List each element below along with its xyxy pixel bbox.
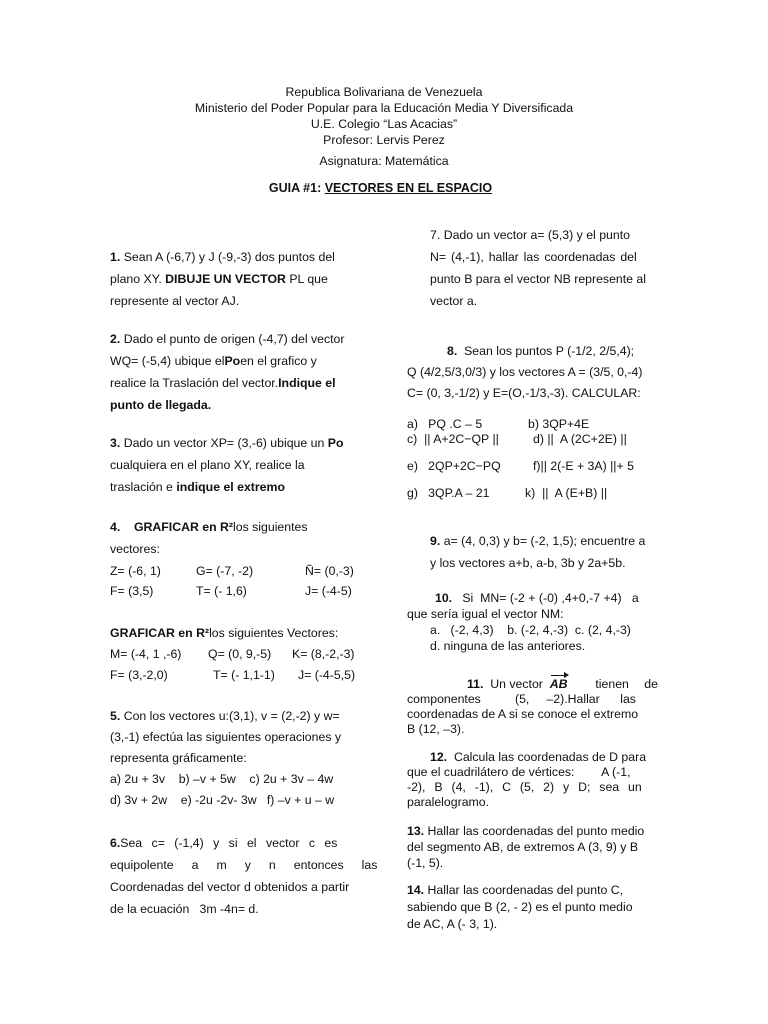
q4-line2: vectores:	[110, 542, 160, 556]
question-13	[407, 823, 658, 871]
q13-line2: del segmento AB, de extremos A (3, 9) y B	[407, 840, 639, 854]
vector-j: J= (-4-5)	[305, 584, 352, 598]
q6-number: 6.	[110, 836, 121, 850]
question-8	[407, 341, 658, 404]
question-9	[430, 530, 658, 574]
q9-line2: y los vectores a+b, a-b, 3b y 2a+5b.	[430, 556, 626, 570]
question-6	[110, 832, 378, 920]
q14-line2: sabiendo que B (2, - 2) es el punto medio	[407, 900, 633, 914]
title-prefix: GUIA #1:	[268, 181, 325, 195]
vector-q: Q= (0, 9,-5)	[208, 647, 272, 661]
q3-line2-row	[110, 454, 362, 476]
q8-line2: Q (4/2,5/3,0/3) y los vectores A = (3/5, 0,-4)	[407, 365, 643, 379]
page-title	[0, 181, 768, 195]
vector-k: K= (8,-2,-3)	[292, 647, 355, 661]
question-7	[430, 224, 658, 312]
q5-line2: (3,-1) efectúa las siguientes operaciones y	[110, 730, 342, 744]
q10-line2: que sería igual el vector NM:	[407, 607, 564, 621]
q11-line3: coordenadas de A si se conoce el extremo	[407, 707, 639, 721]
q2-line3: realice la Traslación del vector.	[110, 376, 279, 390]
q1-number: 1.	[110, 250, 121, 264]
question-5	[110, 706, 362, 811]
q2-po: Po	[224, 354, 241, 368]
title-main: VECTORES EN EL ESPACIO	[324, 181, 493, 195]
document-header	[0, 84, 768, 148]
q3-po: Po	[327, 436, 344, 450]
q1-emphasis: DIBUJE UN VECTOR	[165, 272, 286, 286]
header-school: U.E. Colegio “Las Acacias”	[310, 117, 458, 131]
q7-line1: Dado un vector a= (5,3) y el punto	[443, 228, 630, 242]
q11-post: tienen de	[595, 677, 658, 691]
q11-number: 11.	[467, 677, 484, 691]
q2-line4: punto de llegada.	[110, 398, 212, 412]
q8-item-f: f)|| 2(-E + 3A) ||+ 5	[533, 459, 634, 473]
vector-g: G= (-7, -2)	[196, 564, 254, 578]
q8-number: 8.	[447, 344, 458, 358]
q8-item-b: b) 3QP+4E	[528, 417, 590, 431]
q8-item-k: k) || A (E+B) ||	[525, 486, 608, 500]
q14-line3: de AC, A (- 3, 1).	[407, 917, 498, 931]
q9-line1: a= (4, 0,3) y b= (-2, 1,5); encuentre a	[443, 534, 646, 548]
vector-z: Z= (-6, 1)	[110, 564, 161, 578]
q4-graficar: GRAFICAR en R²	[133, 520, 233, 534]
q10-number: 10.	[435, 591, 453, 605]
q10-options-row2: d. ninguna de las anteriores.	[430, 639, 586, 653]
vector-ab-label: AB	[549, 677, 568, 691]
q12-line4: paralelogramo.	[407, 795, 490, 809]
q10-line1: Si MN= (-2 + (-0) ,4+0,-7 +4) a	[462, 591, 639, 605]
q8-row-ef	[407, 458, 658, 474]
q6-line3: Coordenadas del vector d obtenidos a partir	[110, 880, 350, 894]
vector-n: Ñ= (0,-3)	[305, 564, 354, 578]
question-3	[110, 432, 362, 498]
question-2	[110, 328, 362, 416]
q4b-vectors-row1	[110, 643, 362, 665]
q3-line2: cualquiera en el plano XY, realice la	[110, 458, 305, 472]
q14-line1: Hallar las coordenadas del punto C,	[427, 883, 624, 897]
q11-pre: Un vector	[490, 677, 543, 691]
q11-line2: componentes (5, –2).Hallar las	[407, 692, 636, 706]
q3-number: 3.	[110, 436, 121, 450]
q1-line3: represente al vector AJ.	[110, 294, 240, 308]
question-4b-heading	[110, 622, 362, 644]
q8-item-d: d) || A (2C+2E) ||	[533, 432, 627, 446]
q13-number: 13.	[407, 824, 425, 838]
q2-indique: Indique el	[278, 376, 336, 390]
header-teacher: Profesor: Lervis Perez	[323, 133, 445, 147]
q8-item-e: e) 2QP+2C−PQ	[407, 459, 501, 473]
question-14	[407, 882, 658, 933]
q1-line2: plano XY.	[110, 272, 162, 286]
header-republic: Republica Bolivariana de Venezuela	[285, 85, 483, 99]
q12-line1: Calcula las coordenadas de D para	[453, 750, 647, 764]
q13-line1: Hallar las coordenadas del punto medio	[427, 824, 645, 838]
q6-line2: equipolente a m y n entonces las	[110, 858, 378, 872]
q10-options-row1: a. (-2, 4,3) b. (-2, 4,-3) c. (2, 4,-3)	[430, 623, 631, 637]
q8-item-c: c) || A+2C−QP ||	[407, 432, 499, 446]
q4-vectors-row1	[110, 560, 362, 582]
q5-number: 5.	[110, 709, 121, 723]
q4b-line1-end: los siguientes Vectores:	[209, 626, 339, 640]
q5-ops-row1: a) 2u + 3v b) –v + 5w c) 2u + 3v – 4w	[110, 772, 334, 786]
vector-ab-symbol	[550, 677, 568, 692]
q8-row-cd	[407, 431, 658, 447]
vector-j3: J= (-4-5,5)	[298, 668, 356, 682]
q8-item-a: a) PQ .C – 5	[407, 417, 483, 431]
q4-line1-end: los siguientes	[233, 520, 308, 534]
q12-line3: -2), B (4, -1), C (5, 2) y D; sea un	[407, 780, 642, 794]
q8-line3: C= (0, 3,-1/2) y E=(O,-1/3,-3). CALCULAR:	[407, 386, 641, 400]
q12-line2: que el cuadrilátero de vértices: A (-1,	[407, 765, 631, 779]
q1-line1: Sean A (-6,7) y J (-9,-3) dos puntos del	[123, 250, 335, 264]
q4-number: 4.	[110, 520, 121, 534]
vector-t3: T= (- 1,1-1)	[213, 668, 275, 682]
q7-number: 7.	[430, 228, 441, 242]
q12-number: 12.	[430, 750, 448, 764]
q4b-vectors-row2	[110, 664, 362, 686]
subject-text: Asignatura: Matemática	[319, 154, 449, 168]
q3-indique: indique el extremo	[176, 480, 285, 494]
q11-line4: B (12, –3).	[407, 722, 465, 736]
q3-line3: traslación e	[110, 480, 173, 494]
question-4	[110, 516, 362, 560]
q5-line1: Con los vectores u:(3,1), v = (2,-2) y w=	[123, 709, 340, 723]
q4b-graficar: GRAFICAR en R²	[110, 626, 210, 640]
q8-row-gk	[407, 485, 658, 501]
vector-f: F= (3,5)	[110, 584, 154, 598]
q6-line1: Sea c= (-1,4) y si el vector c es	[120, 836, 338, 850]
question-1	[110, 246, 362, 312]
q6-line4: de la ecuación 3m -4n= d.	[110, 902, 259, 916]
vector-m: M= (-4, 1 ,-6)	[110, 647, 182, 661]
q2-line2-end: en el grafico y	[240, 354, 317, 368]
question-11	[407, 677, 658, 737]
q7-line3: punto B para el vector NB represente al	[430, 272, 647, 286]
q2-number: 2.	[110, 332, 121, 346]
q2-line1: Dado el punto de origen (-4,7) del vector	[123, 332, 345, 346]
vector-t: T= (- 1,6)	[196, 584, 247, 598]
question-12	[407, 750, 658, 810]
question-10	[407, 590, 658, 654]
subject-line	[0, 153, 768, 169]
q8-row-ab	[407, 416, 658, 432]
q5-line3: representa gráficamente:	[110, 751, 247, 765]
q13-line3: (-1, 5).	[407, 856, 444, 870]
vector-f3: F= (3,-2,0)	[110, 668, 168, 682]
header-ministry: Ministerio del Poder Popular para la Educación Media Y Diversificada	[194, 101, 574, 115]
q3-line1: Dado un vector XP= (3,-6) ubique un	[123, 436, 325, 450]
q14-number: 14.	[407, 883, 425, 897]
q4-vectors-row2	[110, 580, 362, 602]
q7-line4: vector a.	[430, 294, 478, 308]
q8-item-g: g) 3QP.A – 21	[407, 486, 490, 500]
q9-number: 9.	[430, 534, 441, 548]
q7-line2: N= (4,-1), hallar las coordenadas del	[430, 250, 637, 264]
q1-line2-end: PL que	[289, 272, 328, 286]
q2-line2: WQ= (-5,4) ubique el	[110, 354, 225, 368]
q5-ops-row2: d) 3v + 2w e) -2u -2v- 3w f) –v + u – w	[110, 793, 335, 807]
q8-line1: Sean los puntos P (-1/2, 2/5,4);	[464, 344, 635, 358]
